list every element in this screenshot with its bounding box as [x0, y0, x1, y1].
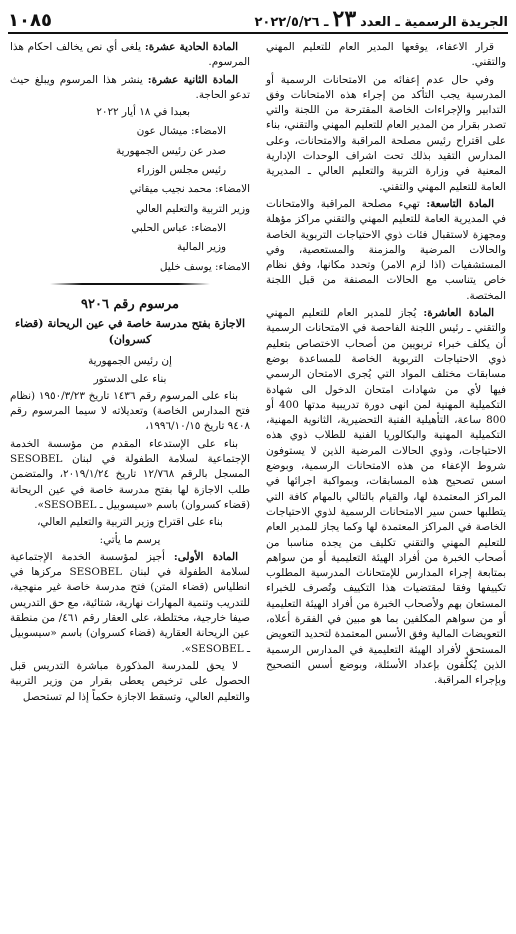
article-9 — [266, 197, 506, 304]
paragraph: وفي حال عدم إعفائه من الامتحانات الرسمية أو المدرسية يجب التأكد من إجراء هذه الامتحانات وفق التدابير والإجراءات الخاصة المقترحة من اللجنة والتي تصدر بقرار من المدير العام للتعليم المهني والتقني، بناء على اقتراح رئيس مصلحة المراقبة والامتحانات، وعلى المدارس التقيد بذلك تحت اشراف الوحدات الإدارية المعنية في وزارة التربية والتعليم العالي ـ المديرية العامة للتعليم المهني والتقني. — [266, 73, 506, 193]
page-number: ١٠٨٥ — [8, 10, 52, 31]
pm-title: رئيس مجلس الوزراء — [136, 164, 226, 177]
closing-paragraph: لا يحق للمدرسة المذكورة مباشرة التدريس قبل الحصول على ترخيص يعطى بقرار من وزير التربية والتعليم العالي، وتسقط الاجازة حكماً إذا لم تستحصل — [10, 659, 250, 703]
preamble-line: بناء على الدستور — [93, 372, 167, 385]
header-masthead — [254, 6, 508, 32]
left-column — [10, 40, 250, 707]
article-text: ينشر هذا المرسوم ويبلغ حيث تدعو الحاجة. — [10, 73, 250, 101]
article-12 — [10, 73, 250, 104]
article-1 — [10, 550, 250, 657]
date-line: بعبدا في ١٨ أيار ٢٠٢٢ — [96, 106, 190, 119]
preamble-line: بناء على المرسوم رقم ١٤٣٦ تاريخ ١٩٥٠/٣/٢٣ (نظام فتح المدارس الخاصة) وتعديلاته لا سيما المرسوم رقم ٩٤٠٨ تاريخ ١٩٩٦/١٠/١٥، — [10, 389, 250, 433]
decree-title: مرسوم رقم ٩٢٠٦ — [81, 296, 179, 312]
decree-subtitle: الاجازة بفتح مدرسة خاصة في عين الريحانة (قضاء كسروان) — [14, 316, 246, 347]
preamble-line: بناء على اقتراح وزير التربية والتعليم العالي، — [37, 516, 223, 529]
article-text: أجيز لمؤسسة الخدمة الإجتماعية لسلامة الطفولة في لبنان SESOBEL مركزها في انطلياس (قضاء المتن) فتح مدرسة خاصة غير منهجية، للتدريب وتنمية المهارات نهارية، شتائية، مع حق التدريس صيفا خارجية، مختلطة، على العقار رقم ٤٦١/ من منطقة عين الريحانة العقارية (قضاء كسروان) باسم «سيسوبيل ـ SESOBEL». — [10, 550, 251, 655]
education-minister-signature: الامضاء: عباس الحلبي — [131, 221, 226, 234]
article-11 — [10, 40, 250, 71]
article-label: المادة العاشرة: — [423, 307, 494, 320]
section-divider — [50, 279, 210, 289]
education-minister-title: وزير التربية والتعليم العالي — [136, 202, 250, 215]
issue-number: ٢٣ — [332, 6, 357, 32]
article-label: المادة الثانية عشرة: — [147, 73, 239, 86]
preamble-line: إن رئيس الجمهورية — [88, 355, 172, 368]
right-column — [266, 40, 506, 690]
finance-minister-title: وزير المالية — [176, 241, 226, 254]
article-10 — [266, 306, 506, 688]
article-label: المادة الحادية عشرة: — [144, 41, 239, 53]
preamble-line: بناء على الإستدعاء المقدم من مؤسسة الخدمة الإجتماعية لسلامة الطفولة في لبنان SESOBEL المسجل بالرقم ١٢/٧٦٨ تاريخ ٢٠١٩/١/٢٤، والمتضمن طلب الاجازة لها بفتح مدرسة خاصة في عين الريحانة (قضاء كسروان) باسم «سيسوبيل ـ SESOBEL». — [10, 437, 250, 511]
issue-date: ـ ٢٠٢٢/٥/٢٦ — [254, 15, 329, 30]
finance-minister-signature: الامضاء: يوسف خليل — [159, 260, 250, 273]
article-text: تهيء مصلحة المراقبة والامتحانات في المديرية العامة للتعليم المهني والتقني مراكز مؤهلة ومجهزة لاستقبال فئات ذوي الاحتياجات التربوية الخاصة والحالات المرضية والمزمنة والمستعصية، وفي المستشفيات (اذا لزم الامر) وتحدد مكانها، وفق نظام خاص يتناسب مع الحالات المصنفة من قبل اللجنة المختصة. — [266, 197, 506, 302]
article-text: يلغى أي نص يخالف احكام هذا المرسوم. — [10, 41, 250, 69]
pm-signature: الامضاء: محمد نجيب ميقاتي — [129, 183, 250, 196]
page-header — [8, 6, 508, 34]
paragraph: قرار الاعفاء، يوقعها المدير العام للتعليم المهني والتقني. — [266, 41, 506, 69]
article-label: المادة الأولى: — [173, 550, 238, 563]
article-text: يُجاز للمدير العام للتعليم المهني والتقني ـ رئيس اللجنة الفاحصة في الامتحانات الرسمية أن يكلف خبراء تربويين من أصحاب الاختصاص بتعليم ذوي الاحتياجات التربوية الخاصة للمساعدة بوضع مسابقات مختلف المواد التي يُجرى الامتحان الرسمي فيها لأي من شهادات امتحان الدخول الى شهادة التكميلية المهنية لمن انهى دورة تدريبية مدتها 400 أو 800 ساعة، التأهيلية الفنية التحضيرية، الثانوية المهنية، التكميلية المهنية والبكالوريا الفنية للطلاب ذوي هذه الاحتياجات، وذوي الحالات المرضية الذين لا يستوفون شروط الإعفاء من هذه الامتحانات الرسمية، وبوضع اسس تصحيح هذه المسابقات، وبمواكبة اجرائها في المراكز المعتمدة لها، والقيام بالتالي بالمهام كافة التي يتطلبها حسن سير الامتحانات الرسمية لذوي الاحتياجات الخاصة في المراكز المعتمدة لها وكما يجاز للمدير العام للتعليم المهني والتقني تكليف من يجده مناسبا من أصحاب الخبرة من أفراد الهيئة التعليمية أو من سواهم بمتابعة إجراء المدارس للإمتحانات المدرسية المطلوب تكييفها وفقا لمقتضيات هذا التكييف وتُصرف للخبراء المستعان بهم ولأصحاب الخبرة من أفراد الهيئة التعليمية أو من سواهم المكلفين بما هو مبين في الفقرة أعلاه، التعويضات المالية وفق الأسس المعتمدة لتحديد التعويض المستحق لأفراد الهيئة التعليمية في المدارس الرسمية الذين يُكلّفون بإعداد الأسئلة، وبوضع أسس التصحيح وبإجراء المراقبة. — [266, 307, 506, 687]
signature-block — [10, 105, 250, 275]
issued-by: صدر عن رئيس الجمهورية — [115, 144, 226, 157]
gazette-title: الجريدة الرسمية ـ العدد — [360, 15, 508, 30]
article-label: المادة التاسعة: — [426, 197, 494, 210]
preamble-line: يرسم ما يأتي: — [99, 533, 161, 546]
president-signature: الامضاء: ميشال عون — [136, 125, 226, 138]
